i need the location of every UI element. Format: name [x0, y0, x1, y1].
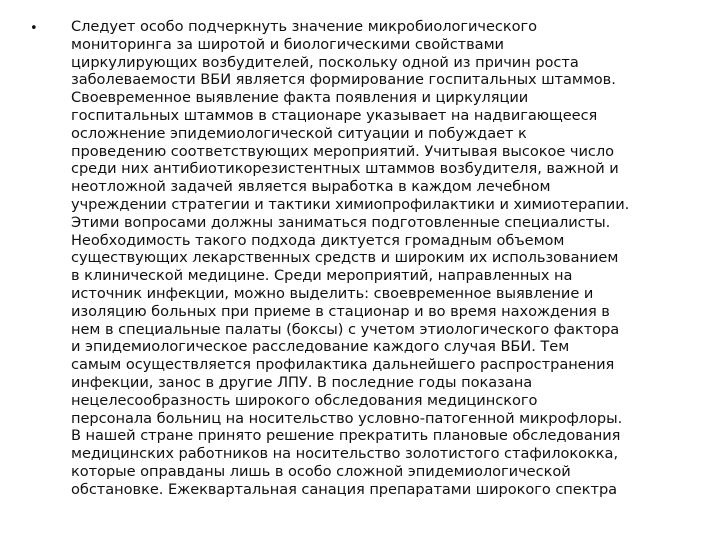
text-line: неотложной задачей является выработка в каждом лечебном: [71, 178, 551, 196]
text-line: Своевременное выявление факта появления и циркуляции: [71, 89, 529, 107]
text-line: медицинских работников на носительство золотистого стафилококка,: [71, 445, 619, 463]
text-line: проведению соответствующих мероприятий. Учитывая высокое число: [71, 142, 615, 160]
text-line: изоляцию больных при приеме в стационар и во время нахождения в: [71, 302, 610, 320]
text-line: Необходимость такого подхода диктуется громадным объемом: [71, 231, 565, 249]
text-line: среди них антибиотикорезистентных штаммов возбудителя, важной и: [71, 160, 619, 178]
text-line: существующих лекарственных средств и широким их использованием: [71, 249, 619, 267]
text-line: циркулирующих возбудителей, поскольку одной из причин роста: [71, 53, 579, 71]
text-line: источник инфекции, можно выделить: своевременное выявление и: [71, 284, 594, 302]
paragraph-text: [71, 18, 711, 499]
bullet-point: •: [30, 21, 38, 36]
text-line: мониторинга за широтой и биологическими свойствами: [71, 35, 504, 53]
text-line: инфекции, занос в другие ЛПУ. В последние годы показана: [71, 373, 533, 391]
text-line: и эпидемиологическое расследование каждого случая ВБИ. Тем: [71, 338, 570, 356]
text-line: нем в специальные палаты (боксы) с учетом этиологического фактора: [71, 320, 620, 338]
text-line: учреждении стратегии и тактики химиопрофилактики и химиотерапии.: [71, 195, 630, 213]
text-line: В нашей стране принято решение прекратить плановые обследования: [71, 427, 621, 445]
text-line: госпитальных штаммов в стационаре указывает на надвигающееся: [71, 106, 598, 124]
text-line: обстановке. Ежеквартальная санация препаратами широкого спектра: [71, 480, 618, 498]
text-line: осложнение эпидемиологической ситуации и побуждает к: [71, 124, 527, 142]
text-line: в клинической медицине. Среди мероприятий, направленных на: [71, 267, 573, 285]
text-line: персонала больниц на носительство условно-патогенной микрофлоры.: [71, 409, 623, 427]
text-line: заболеваемости ВБИ является формирование госпитальных штаммов.: [71, 71, 616, 89]
text-line: самым осуществляется профилактика дальнейшего распространения: [71, 356, 615, 374]
text-line: Следует особо подчеркнуть значение микробиологического: [71, 18, 538, 35]
text-line: которые оправданы лишь в особо сложной эпидемиологической: [71, 462, 571, 480]
text-line: нецелесообразность широкого обследования медицинского: [71, 391, 538, 409]
text-line: Этими вопросами должны заниматься подготовленные специалисты.: [71, 213, 611, 231]
